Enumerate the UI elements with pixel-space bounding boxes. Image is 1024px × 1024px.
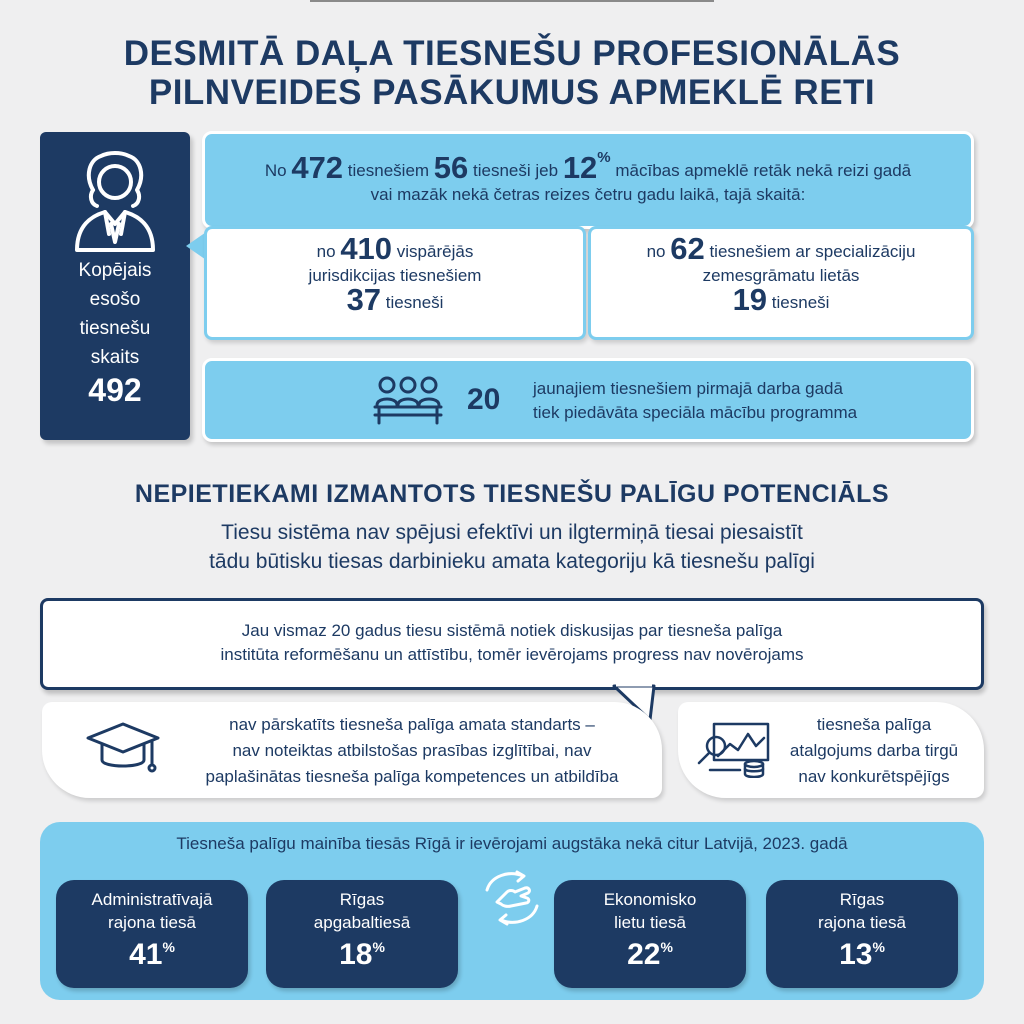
standard-box <box>42 702 662 798</box>
graduation-cap-icon <box>86 720 160 776</box>
court-card-regional: Rīgas apgabaltiesā 18% <box>266 880 458 988</box>
group-of-people-icon <box>373 375 443 427</box>
summary-line1: No 472 tiesnešiem 56 tiesneši jeb 12% mācības apmeklē retāk nekā reizi gadā <box>264 149 912 185</box>
salary-box <box>678 702 984 798</box>
rotating-hand-icon <box>477 868 547 928</box>
total-judges-card <box>40 132 190 440</box>
special-judges-box: no 62 tiesnešiem ar specializāciju zemesgrāmatu lietās 19 tiesneši <box>588 226 974 340</box>
total-judges-label: Kopējais esošo tiesnešu skaits <box>78 260 152 368</box>
top-divider <box>310 0 714 2</box>
discussion-box: Jau vismaz 20 gadus tiesu sistēmā notiek diskusijas par tiesneša palīga institūta reformēšanu un attīstību, tomēr ievērojams progress nav novērojams <box>40 598 984 690</box>
judge-icon <box>65 146 165 256</box>
summary-line2: vai mazāk nekā četras reizes četru gadu laikā, tajā skaitā: <box>370 185 806 204</box>
turnover-panel <box>40 822 984 1000</box>
summary-box <box>202 131 974 229</box>
general-jurisdiction-box: no 410 vispārējās jurisdikcijas tiesnešiem 37 tiesneši <box>204 226 586 340</box>
court-card-economic: Ekonomisko lietu tiesā 22% <box>554 880 746 988</box>
salary-analysis-icon <box>696 722 772 778</box>
section-subtitle: Tiesu sistēma nav spējusi efektīvi un ilgtermiņā tiesai piesaistīt tādu būtisku tiesas darbinieku amata kategoriju kā tiesnešu palīgi <box>209 521 815 573</box>
page-title: DESMITĀ DAĻA TIESNEŠU PROFESIONĀLĀS PILNVEIDES PASĀKUMUS APMEKLĒ RETI <box>123 34 901 112</box>
new-judges-box <box>202 358 974 442</box>
salary-text: tiesneša palīga atalgojums darba tirgū nav konkurētspējīgs <box>789 715 959 786</box>
new-judges-text: jaunajiem tiesnešiem pirmajā darba gadā tiek piedāvāta speciāla mācību programma <box>533 379 858 422</box>
court-card-administrative: Administratīvajā rajona tiesā 41% <box>56 880 248 988</box>
standard-text: nav pārskatīts tiesneša palīga amata standarts – nav noteiktas atbilstošas prasības izglītībai, nav paplašinātas tiesneša palīga kompetences un atbildība <box>205 715 619 786</box>
total-judges-value: 492 <box>88 372 142 408</box>
section-title: NEPIETIEKAMI IZMANTOTS TIESNEŠU PALĪGU POTENCIĀLS <box>134 480 890 508</box>
turnover-header: Tiesneša palīgu mainība tiesās Rīgā ir ievērojami augstāka nekā citur Latvijā, 2023. gadā <box>176 834 848 853</box>
new-judges-count: 20 <box>467 383 501 416</box>
court-card-district: Rīgas rajona tiesā 13% <box>766 880 958 988</box>
